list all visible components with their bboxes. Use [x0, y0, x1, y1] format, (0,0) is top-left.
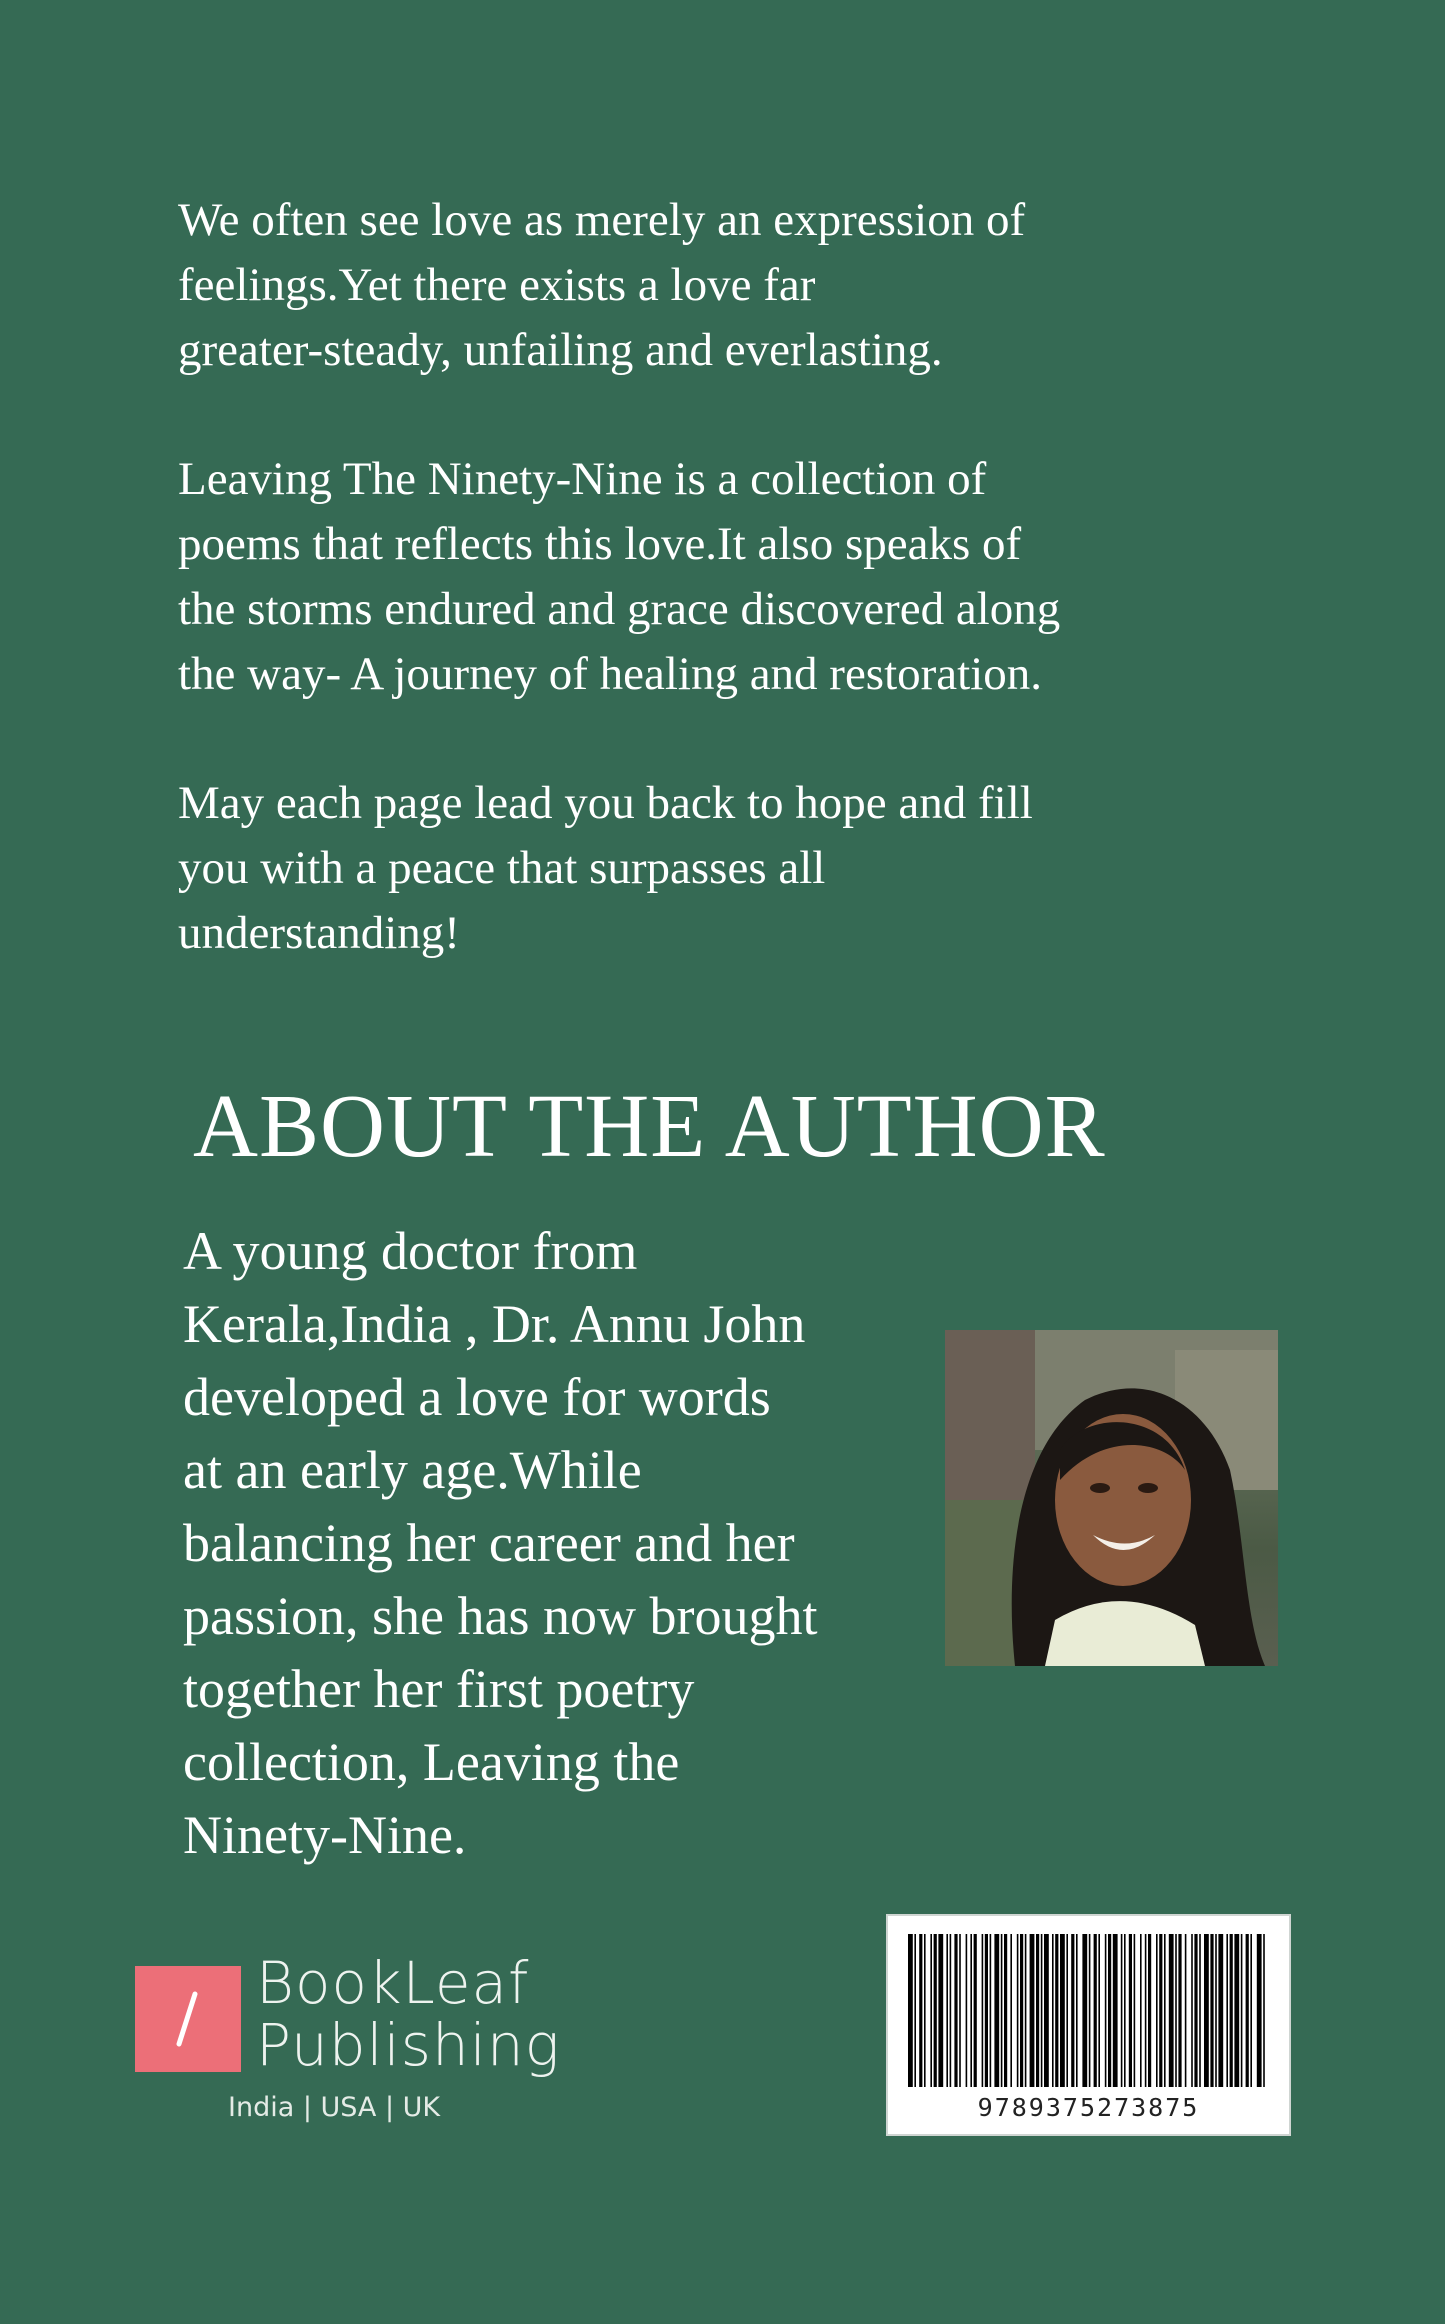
barcode-bar — [1082, 1934, 1087, 2087]
barcode-bar — [1178, 1934, 1181, 2087]
barcode-bar — [1164, 1934, 1166, 2087]
barcode-bars — [906, 1934, 1271, 2087]
barcode-bar — [924, 1934, 926, 2087]
bio-line: passion, she has now brought — [183, 1586, 818, 1646]
barcode-bar — [946, 1934, 948, 2087]
publisher-regions: India | USA | UK — [228, 2092, 441, 2123]
barcode-bar — [1226, 1934, 1228, 2087]
barcode-bar — [1148, 1934, 1151, 2087]
barcode-bar — [1036, 1934, 1039, 2087]
blurb-line: you with a peace that surpasses all — [178, 842, 826, 894]
blurb-line: poems that reflects this love.It also speaks of — [178, 518, 1022, 570]
barcode-bar — [1134, 1934, 1136, 2087]
barcode-bar — [974, 1934, 977, 2087]
bio-line: developed a love for words — [183, 1367, 771, 1427]
barcode-bar — [1215, 1934, 1217, 2087]
barcode-bar — [1246, 1934, 1249, 2087]
barcode-bar — [1105, 1934, 1107, 2087]
isbn-barcode — [886, 1914, 1291, 2136]
barcode-bar — [990, 1934, 992, 2087]
book-blurb — [178, 188, 1268, 1030]
barcode-bar — [950, 1934, 952, 2087]
barcode-bar — [1041, 1934, 1043, 2087]
barcode-bar — [1156, 1934, 1158, 2087]
barcode-bar — [1169, 1934, 1174, 2087]
author-portrait-icon — [945, 1330, 1278, 1666]
barcode-bar — [959, 1934, 961, 2087]
barcode-bar — [994, 1934, 999, 2087]
bio-line: at an early age.While — [183, 1440, 642, 1500]
isbn-number: 9789375273875 — [977, 2093, 1200, 2122]
barcode-bar — [1108, 1934, 1111, 2087]
barcode-bar — [1191, 1934, 1193, 2087]
barcode-bar — [1044, 1934, 1049, 2087]
barcode-bar — [1089, 1934, 1091, 2087]
bio-line: balancing her career and her — [183, 1513, 795, 1573]
barcode-bar — [1204, 1934, 1209, 2087]
publisher-name-line-1: BookLeaf — [256, 1949, 530, 2017]
bio-line: Ninety-Nine. — [183, 1805, 467, 1865]
blurb-paragraph-3 — [178, 771, 1268, 966]
barcode-bar — [1194, 1934, 1197, 2087]
bio-line: A young doctor from — [183, 1221, 638, 1281]
barcode-bar — [1185, 1934, 1187, 2087]
barcode-bar — [938, 1934, 943, 2087]
barcode-bar — [1066, 1934, 1068, 2087]
barcode-bar — [1010, 1934, 1012, 2087]
barcode-bar — [1060, 1934, 1065, 2087]
barcode-bar — [1129, 1934, 1132, 2087]
bio-line: Kerala,India , Dr. Annu John — [183, 1294, 806, 1354]
barcode-bar — [919, 1934, 922, 2087]
barcode-bar — [1218, 1934, 1223, 2087]
about-author-heading: ABOUT THE AUTHOR — [193, 1077, 1106, 1176]
barcode-bar — [1071, 1934, 1074, 2087]
blurb-line: feelings.Yet there exists a love far — [178, 259, 816, 311]
author-photo — [945, 1330, 1278, 1666]
blurb-line: May each page lead you back to hope and fill — [178, 777, 1033, 829]
barcode-bar — [930, 1934, 932, 2087]
barcode-bar — [1241, 1934, 1243, 2087]
barcode-bar — [1159, 1934, 1162, 2087]
blurb-line: We often see love as merely an expression of — [178, 194, 1026, 246]
barcode-bar — [954, 1934, 957, 2087]
blurb-line: greater-steady, unfailing and everlasting. — [178, 324, 943, 376]
blurb-line: Leaving The Ninety-Nine is a collection of — [178, 453, 987, 505]
barcode-bar — [1210, 1934, 1213, 2087]
barcode-bar — [1017, 1934, 1019, 2087]
barcode-bar — [966, 1934, 968, 2087]
barcode-bar — [1098, 1934, 1100, 2087]
barcode-bar — [1121, 1934, 1123, 2087]
bio-line: collection, Leaving the — [183, 1732, 680, 1792]
barcode-bar — [1076, 1934, 1078, 2087]
publisher-name-line-2: Publishing — [256, 2011, 561, 2079]
barcode-bar — [1020, 1934, 1023, 2087]
barcode-bar — [1113, 1934, 1118, 2087]
bio-line: together her first poetry — [183, 1659, 695, 1719]
barcode-bar — [970, 1934, 972, 2087]
barcode-bar — [1001, 1934, 1003, 2087]
barcode-bar — [1145, 1934, 1147, 2087]
blurb-line: understanding! — [178, 907, 460, 959]
barcode-bar — [1234, 1934, 1239, 2087]
barcode-bar — [1175, 1934, 1177, 2087]
barcode-bar — [1025, 1934, 1027, 2087]
publisher-logo-mark — [135, 1966, 241, 2072]
blurb-line: the way- A journey of healing and restoration. — [178, 648, 1043, 700]
barcode-bar — [985, 1934, 988, 2087]
barcode-bar — [1257, 1934, 1262, 2087]
barcode-bar — [908, 1934, 913, 2087]
barcode-bar — [1052, 1934, 1054, 2087]
barcode-bar — [1055, 1934, 1058, 2087]
barcode-bar — [914, 1934, 916, 2087]
barcode-bar — [1094, 1934, 1097, 2087]
barcode-bar — [934, 1934, 937, 2087]
barcode-bar — [1004, 1934, 1007, 2087]
barcode-bar — [1230, 1934, 1233, 2087]
barcode-bar — [1140, 1934, 1142, 2087]
barcode-bar — [982, 1934, 984, 2087]
blurb-paragraph-2 — [178, 447, 1268, 707]
blurb-line: the storms endured and grace discovered along — [178, 583, 1061, 635]
barcode-bar — [1030, 1934, 1035, 2087]
blurb-paragraph-1 — [178, 188, 1268, 383]
slash-icon — [135, 1966, 241, 2072]
barcode-bar — [1199, 1934, 1201, 2087]
barcode-bar — [1250, 1934, 1252, 2087]
author-bio — [183, 1215, 903, 1872]
publisher-name — [256, 1949, 561, 2079]
barcode-bar — [1263, 1934, 1265, 2087]
barcode-bar — [1124, 1934, 1126, 2087]
